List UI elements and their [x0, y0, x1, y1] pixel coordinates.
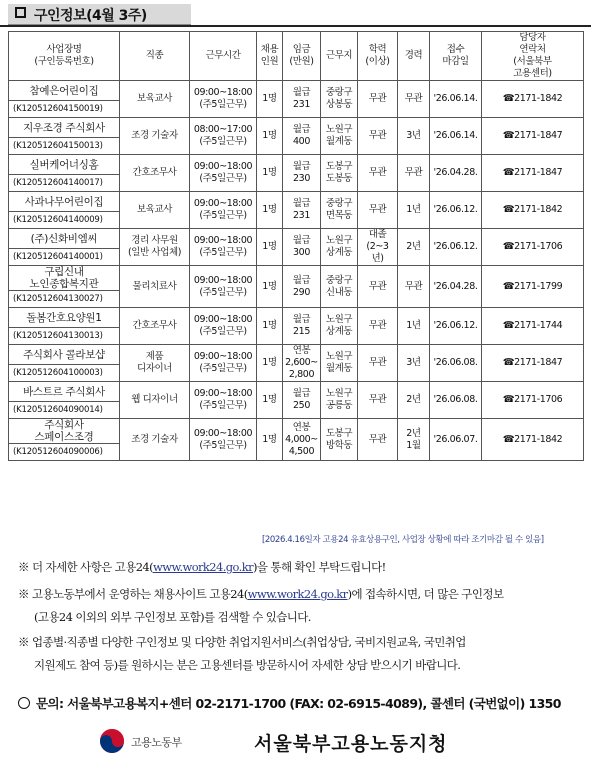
location-cell: 노원구 공릉동 — [321, 382, 358, 419]
job-cell: 경리 사무원 (일반 사업체) — [120, 229, 190, 266]
circle-bullet-icon — [18, 697, 30, 709]
edu-cell: 무관 — [358, 382, 398, 419]
table-row — [9, 266, 584, 291]
career-cell: 무관 — [398, 155, 430, 192]
company-name-cell: (주)신화비엠씨 — [9, 229, 120, 249]
deadline-cell: '26.06.12. — [430, 308, 482, 345]
wage-cell: 월급 290 — [283, 266, 321, 308]
section-title-box — [8, 4, 191, 25]
office-name: 서울북부고용노동지청 — [254, 733, 448, 755]
edu-cell: 무관 — [358, 192, 398, 229]
career-cell: 2년 1월 — [398, 419, 430, 461]
note-2-line-2: (고용24 이외의 외부 구인정보 포함)를 검색할 수 있습니다. — [34, 610, 311, 624]
count-cell: 1명 — [257, 192, 283, 229]
square-bullet-icon — [15, 7, 26, 18]
career-cell: 3년 — [398, 118, 430, 155]
wage-cell: 월급 230 — [283, 155, 321, 192]
table-row — [9, 345, 584, 365]
phone-cell: ☎2171-1799 — [482, 266, 584, 308]
registration-number-cell: (K120512604140001) — [9, 249, 120, 266]
count-cell: 1명 — [257, 308, 283, 345]
deadline-cell: '26.06.08. — [430, 345, 482, 382]
deadline-cell: '26.04.28. — [430, 155, 482, 192]
job-cell: 제품 디자이너 — [120, 345, 190, 382]
deadline-cell: '26.06.08. — [430, 382, 482, 419]
location-cell: 노원구 상계동 — [321, 229, 358, 266]
table-row — [9, 308, 584, 328]
job-cell: 조경 기술자 — [120, 118, 190, 155]
hours-cell: 08:00~17:00 (주5일근무) — [190, 118, 257, 155]
phone-cell: ☎2171-1706 — [482, 229, 584, 266]
hours-cell: 09:00~18:00 (주5일근무) — [190, 229, 257, 266]
column-header: 근무시간 — [190, 32, 257, 81]
hours-cell: 09:00~18:00 (주5일근무) — [190, 266, 257, 308]
edu-cell: 무관 — [358, 81, 398, 118]
deadline-cell: '26.06.14. — [430, 81, 482, 118]
job-listings-table — [8, 31, 584, 461]
career-cell: 2년 — [398, 382, 430, 419]
career-cell: 2년 — [398, 229, 430, 266]
company-name-cell: 바스트르 주식회사 — [9, 382, 120, 402]
column-header: 접수 마감일 — [430, 32, 482, 81]
column-header: 학력 (이상) — [358, 32, 398, 81]
wage-cell: 월급 231 — [283, 81, 321, 118]
location-cell: 도봉구 방학동 — [321, 419, 358, 461]
column-header: 근무지 — [321, 32, 358, 81]
career-cell: 1년 — [398, 192, 430, 229]
ministry-logo-icon — [98, 727, 126, 755]
wage-cell: 월급 400 — [283, 118, 321, 155]
note-2-text-before: ※ 고용노동부에서 운영하는 채용사이트 고용24( — [18, 587, 248, 601]
edu-cell: 대졸 (2~3 년) — [358, 229, 398, 266]
hours-cell: 09:00~18:00 (주5일근무) — [190, 308, 257, 345]
table-row — [9, 118, 584, 138]
edu-cell: 무관 — [358, 266, 398, 308]
registration-number-cell: (K120512604150013) — [9, 138, 120, 155]
registration-number-cell: (K120512604130027) — [9, 291, 120, 308]
job-cell: 간호조무사 — [120, 308, 190, 345]
hours-cell: 09:00~18:00 (주5일근무) — [190, 155, 257, 192]
phone-cell: ☎2171-1847 — [482, 118, 584, 155]
count-cell: 1명 — [257, 382, 283, 419]
hours-cell: 09:00~18:00 (주5일근무) — [190, 81, 257, 118]
location-cell: 도봉구 도봉동 — [321, 155, 358, 192]
table-footnote: [2026.4.16일자 고용24 유효상용구인, 사업장 상황에 따라 조기마감 될 수 있음] — [262, 535, 544, 545]
count-cell: 1명 — [257, 155, 283, 192]
contact-info — [18, 694, 561, 712]
wage-cell: 월급 231 — [283, 192, 321, 229]
phone-cell: ☎2171-1847 — [482, 345, 584, 382]
edu-cell: 무관 — [358, 155, 398, 192]
note-2 — [18, 586, 503, 602]
location-cell: 중랑구 면목동 — [321, 192, 358, 229]
note-1-text-before: ※ 더 자세한 사항은 고용24( — [18, 560, 154, 574]
phone-cell: ☎2171-1842 — [482, 81, 584, 118]
company-name-cell: 참예은어린이집 — [9, 81, 120, 101]
section-title: 구인정보(4월 3주) — [34, 8, 147, 24]
phone-cell: ☎2171-1744 — [482, 308, 584, 345]
company-name-cell: 돌봄간호요양원1 — [9, 308, 120, 328]
table-row — [9, 81, 584, 101]
table-body — [9, 81, 584, 461]
career-cell: 무관 — [398, 266, 430, 308]
registration-number-cell: (K120512604140009) — [9, 212, 120, 229]
career-cell: 무관 — [398, 81, 430, 118]
registration-number-cell: (K120512604130013) — [9, 328, 120, 345]
note-1 — [18, 559, 386, 575]
column-header: 사업장명 (구인등록번호) — [9, 32, 120, 81]
location-cell: 중랑구 상봉동 — [321, 81, 358, 118]
contact-text: 문의: 서울북부고용복지+센터 02-2171-1700 (FAX: 02-6915-4089), 콜센터 (국번없이) 1350 — [36, 696, 561, 711]
note-2-text-after: )에 접속하시면, 더 많은 구인정보 — [347, 587, 504, 601]
hours-cell: 09:00~18:00 (주5일근무) — [190, 345, 257, 382]
hours-cell: 09:00~18:00 (주5일근무) — [190, 382, 257, 419]
phone-cell: ☎2171-1847 — [482, 155, 584, 192]
job-cell: 간호조무사 — [120, 155, 190, 192]
company-name-cell: 주식회사 스페이스조경 — [9, 419, 120, 444]
table-row — [9, 419, 584, 444]
count-cell: 1명 — [257, 266, 283, 308]
count-cell: 1명 — [257, 81, 283, 118]
wage-cell: 연봉 4,000~ 4,500 — [283, 419, 321, 461]
phone-cell: ☎2171-1842 — [482, 419, 584, 461]
edu-cell: 무관 — [358, 308, 398, 345]
registration-number-cell: (K120512604090014) — [9, 402, 120, 419]
note-3-line-1: ※ 업종별·직종별 다양한 구인정보 및 다양한 취업지원서비스(취업상담, 국비지원교육, 국민취업 — [18, 635, 466, 649]
note-1-text-after: )을 통해 확인 부탁드립니다! — [252, 560, 386, 574]
company-name-cell: 실버케어너싱홈 — [9, 155, 120, 175]
table-row — [9, 229, 584, 249]
column-header: 경력 — [398, 32, 430, 81]
company-name-cell: 주식회사 콜라보샵 — [9, 345, 120, 365]
registration-number-cell: (K120512604150019) — [9, 101, 120, 118]
registration-number-cell: (K120512604090006) — [9, 444, 120, 461]
table-row — [9, 382, 584, 402]
job-cell: 물리치료사 — [120, 266, 190, 308]
company-name-cell: 구립신내 노인종합복지관 — [9, 266, 120, 291]
count-cell: 1명 — [257, 345, 283, 382]
career-cell: 1년 — [398, 308, 430, 345]
column-header: 직종 — [120, 32, 190, 81]
job-cell: 보육교사 — [120, 192, 190, 229]
count-cell: 1명 — [257, 419, 283, 461]
wage-cell: 월급 250 — [283, 382, 321, 419]
location-cell: 중랑구 신내동 — [321, 266, 358, 308]
company-name-cell: 사과나무어린이집 — [9, 192, 120, 212]
column-header: 담당자 연락처 (서울북부 고용센터) — [482, 32, 584, 81]
table-row — [9, 192, 584, 212]
note-3-line-2: 지원제도 참여 등)를 원하시는 분은 고용센터를 방문하시어 자세한 상담 받으시기 바랍니다. — [34, 658, 461, 672]
title-divider — [0, 25, 591, 27]
company-name-cell: 지우조경 주식회사 — [9, 118, 120, 138]
count-cell: 1명 — [257, 229, 283, 266]
location-cell: 노원구 월계동 — [321, 345, 358, 382]
location-cell: 노원구 상계동 — [321, 308, 358, 345]
registration-number-cell: (K120512604140017) — [9, 175, 120, 192]
phone-cell: ☎2171-1706 — [482, 382, 584, 419]
wage-cell: 연봉 2,600~ 2,800 — [283, 345, 321, 382]
hours-cell: 09:00~18:00 (주5일근무) — [190, 192, 257, 229]
work24-link-1[interactable]: www.work24.go.kr — [153, 560, 253, 574]
job-cell: 웹 디자이너 — [120, 382, 190, 419]
deadline-cell: '26.06.14. — [430, 118, 482, 155]
registration-number-cell: (K120512604100003) — [9, 365, 120, 382]
deadline-cell: '26.06.07. — [430, 419, 482, 461]
ministry-name: 고용노동부 — [131, 736, 182, 749]
career-cell: 3년 — [398, 345, 430, 382]
hours-cell: 09:00~18:00 (주5일근무) — [190, 419, 257, 461]
job-cell: 조경 기술자 — [120, 419, 190, 461]
deadline-cell: '26.06.12. — [430, 192, 482, 229]
edu-cell: 무관 — [358, 118, 398, 155]
count-cell: 1명 — [257, 118, 283, 155]
deadline-cell: '26.04.28. — [430, 266, 482, 308]
column-header: 임금 (만원) — [283, 32, 321, 81]
table-header-row — [9, 32, 584, 81]
wage-cell: 월급 215 — [283, 308, 321, 345]
deadline-cell: '26.06.12. — [430, 229, 482, 266]
work24-link-2[interactable]: www.work24.go.kr — [247, 587, 348, 601]
wage-cell: 월급 300 — [283, 229, 321, 266]
location-cell: 노원구 월계동 — [321, 118, 358, 155]
edu-cell: 무관 — [358, 345, 398, 382]
phone-cell: ☎2171-1842 — [482, 192, 584, 229]
job-cell: 보육교사 — [120, 81, 190, 118]
edu-cell: 무관 — [358, 419, 398, 461]
column-header: 채용 인원 — [257, 32, 283, 81]
table-row — [9, 155, 584, 175]
